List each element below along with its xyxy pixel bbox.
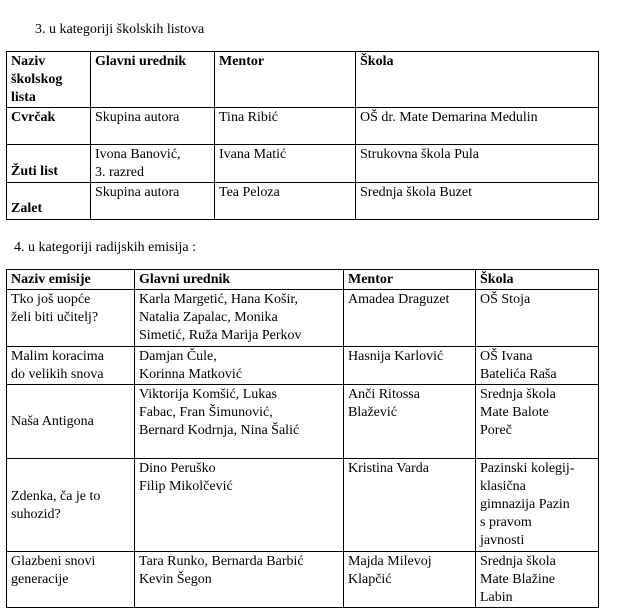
table-cell: OŠ Ivana Batelića Raša bbox=[476, 347, 599, 385]
table-cell: Majda Milevoj Klapčić bbox=[344, 552, 476, 608]
table-cell: Zdenka, ča je to suhozid? bbox=[7, 459, 135, 552]
table-header-row bbox=[7, 270, 599, 290]
header-cell: Naziv školskog lista bbox=[7, 52, 91, 108]
table-row bbox=[7, 385, 599, 459]
table-cell: Tara Runko, Bernarda Barbić Kevin Šegon bbox=[135, 552, 344, 608]
table-row bbox=[7, 145, 599, 183]
table-cell: Žuti list bbox=[7, 145, 91, 183]
table-cell: Tko još uopće želi biti učitelj? bbox=[7, 290, 135, 347]
section-3-heading: 3. u kategoriji školskih listova bbox=[35, 22, 205, 37]
table-cell: OŠ dr. Mate Demarina Medulin bbox=[356, 108, 599, 145]
table-cell: Tea Peloza bbox=[215, 183, 356, 220]
table-cell: Karla Margetić, Hana Košir, Natalia Zapalac, Monika Simetić, Ruža Marija Perkov bbox=[135, 290, 344, 347]
table-cell: Pazinski kolegij- klasična gimnazija Pazin s pravom javnosti bbox=[476, 459, 599, 552]
radio-shows-table bbox=[6, 269, 599, 608]
table-header-row bbox=[7, 52, 599, 108]
school-newspapers-table bbox=[6, 51, 599, 220]
table-cell: Naša Antigona bbox=[7, 385, 135, 459]
table-cell: Glazbeni snovi generacije bbox=[7, 552, 135, 608]
table-cell: Malim koracima do velikih snova bbox=[7, 347, 135, 385]
table-row bbox=[7, 108, 599, 145]
table-cell: Dino Peruško Filip Mikolčević bbox=[135, 459, 344, 552]
table-cell: Viktorija Komšić, Lukas Fabac, Fran Šimunović, Bernard Kodrnja, Nina Šalić bbox=[135, 385, 344, 459]
table-row bbox=[7, 183, 599, 220]
table-cell: Anči Ritossa Blažević bbox=[344, 385, 476, 459]
header-cell: Mentor bbox=[344, 270, 476, 290]
table-cell: Skupina autora bbox=[91, 108, 215, 145]
header-cell: Škola bbox=[476, 270, 599, 290]
table-cell: Strukovna škola Pula bbox=[356, 145, 599, 183]
table-row bbox=[7, 290, 599, 347]
table-cell: Ivona Banović, 3. razred bbox=[91, 145, 215, 183]
header-cell: Mentor bbox=[215, 52, 356, 108]
table-cell: Amadea Draguzet bbox=[344, 290, 476, 347]
table-cell: Skupina autora bbox=[91, 183, 215, 220]
table-cell: Srednja škola Mate Blažine Labin bbox=[476, 552, 599, 608]
table-cell: Tina Ribić bbox=[215, 108, 356, 145]
section-4-heading: 4. u kategoriji radijskih emisija : bbox=[14, 240, 196, 255]
table-cell: Cvrčak bbox=[7, 108, 91, 145]
table-cell: Hasnija Karlović bbox=[344, 347, 476, 385]
table-cell: Kristina Varda bbox=[344, 459, 476, 552]
header-cell: Glavni urednik bbox=[91, 52, 215, 108]
table-cell: Damjan Čule, Korinna Matković bbox=[135, 347, 344, 385]
table-cell: OŠ Stoja bbox=[476, 290, 599, 347]
table-cell: Srednja škola Mate Balote Poreč bbox=[476, 385, 599, 459]
table-cell: Zalet bbox=[7, 183, 91, 220]
table-row bbox=[7, 459, 599, 552]
table-row bbox=[7, 552, 599, 608]
header-cell: Naziv emisije bbox=[7, 270, 135, 290]
header-cell: Škola bbox=[356, 52, 599, 108]
table-cell: Srednja škola Buzet bbox=[356, 183, 599, 220]
header-cell: Glavni urednik bbox=[135, 270, 344, 290]
table-row bbox=[7, 347, 599, 385]
table-cell: Ivana Matić bbox=[215, 145, 356, 183]
